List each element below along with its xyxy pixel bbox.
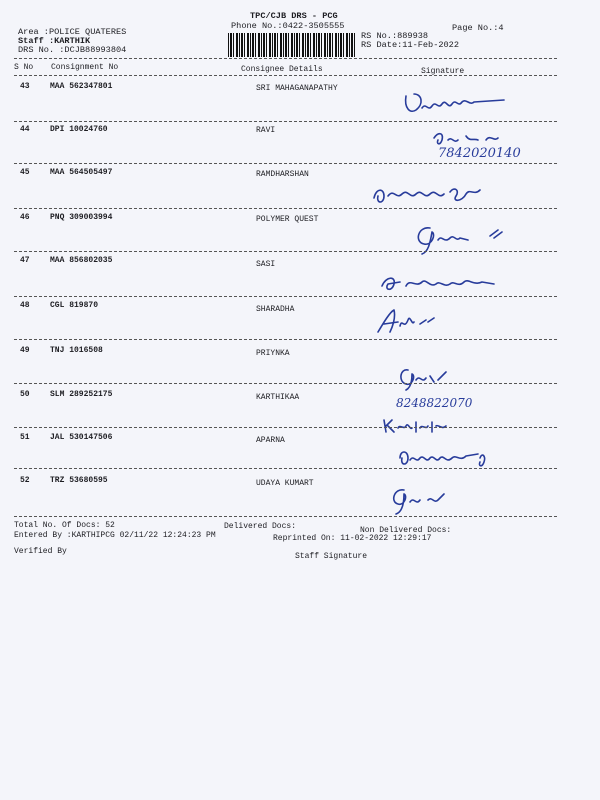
row-sno: 46	[20, 213, 30, 222]
row-consignment: MAA 564505497	[50, 168, 113, 177]
verified-by: Verified By	[14, 547, 67, 556]
divider	[14, 383, 557, 384]
divider	[14, 121, 557, 122]
reprinted-on: Reprinted On: 11-02-2022 12:29:17	[273, 534, 432, 543]
signature-note: 7842020140	[438, 146, 521, 161]
row-consignment: MAA 856802035	[50, 256, 113, 265]
signature-icon	[380, 414, 460, 436]
non-delivered-docs: Non Delivered Docs:	[360, 526, 452, 535]
col-sno: S No	[14, 63, 34, 72]
row-consignment: SLM 289252175	[50, 390, 113, 399]
row-consignment: JAL 530147506	[50, 433, 113, 442]
row-consignee: UDAYA KUMART	[256, 479, 314, 488]
row-consignee: SRI MAHAGANAPATHY	[256, 84, 338, 93]
row-sno: 48	[20, 301, 30, 310]
row-consignment: DPI 10024760	[50, 125, 108, 134]
delivered-docs: Delivered Docs:	[224, 522, 297, 531]
drs-number: DRS No. :DCJB88993804	[18, 45, 127, 55]
divider	[14, 75, 557, 76]
area-label: Area :POLICE QUATERES	[18, 27, 127, 37]
divider	[14, 251, 557, 252]
row-sno: 45	[20, 168, 30, 177]
signature-note: 8248822070	[396, 396, 473, 410]
entered-by: Entered By :KARTHIPCG 02/11/22 12:24:23 PM	[14, 531, 216, 540]
phone-number: Phone No.:0422-3505555	[231, 21, 345, 31]
signature-icon	[394, 364, 474, 394]
divider	[14, 339, 557, 340]
rs-number: RS No.:889938	[361, 31, 429, 41]
row-consignee: SHARADHA	[256, 305, 295, 314]
divider	[14, 58, 557, 59]
signature-icon	[378, 270, 508, 296]
rs-date: RS Date:11-Feb-2022	[361, 40, 459, 50]
row-consignment: MAA 562347801	[50, 82, 113, 91]
row-sno: 52	[20, 476, 30, 485]
signature-icon	[386, 484, 476, 518]
staff-signature: Staff Signature	[295, 552, 368, 561]
row-sno: 44	[20, 125, 30, 134]
row-consignee: SASI	[256, 260, 276, 269]
row-consignment: TRZ 53680595	[50, 476, 108, 485]
row-consignee: RAMDHARSHAN	[256, 170, 309, 179]
col-signature: Signature	[421, 67, 465, 76]
divider	[14, 208, 557, 209]
col-consignment: Consignment No	[51, 63, 119, 72]
row-sno: 50	[20, 390, 30, 399]
row-sno: 47	[20, 256, 30, 265]
staff-label: Staff :KARTHIK	[18, 36, 91, 46]
row-sno: 43	[20, 82, 30, 91]
barcode-icon	[228, 33, 356, 57]
signature-icon	[374, 304, 454, 338]
row-consignment: CGL 819870	[50, 301, 99, 310]
divider	[14, 163, 557, 164]
row-sno: 49	[20, 346, 30, 355]
divider	[14, 468, 557, 469]
col-consignee: Consignee Details	[241, 65, 323, 74]
row-consignment: TNJ 1016508	[50, 346, 103, 355]
divider	[14, 296, 557, 297]
divider	[14, 516, 557, 517]
row-sno: 51	[20, 433, 30, 442]
divider	[14, 427, 557, 428]
page-number: Page No.:4	[452, 23, 504, 33]
signature-icon	[410, 222, 520, 258]
row-consignee: POLYMER QUEST	[256, 215, 319, 224]
row-consignee: KARTHIKAA	[256, 393, 300, 402]
drs-title: TPC/CJB DRS - PCG	[250, 11, 338, 21]
signature-icon	[400, 88, 510, 120]
row-consignee: RAVI	[256, 126, 276, 135]
row-consignee: PRIYNKA	[256, 349, 290, 358]
total-docs: Total No. Of Docs: 52	[14, 521, 115, 530]
row-consignee: APARNA	[256, 436, 285, 445]
signature-icon	[370, 180, 500, 210]
row-consignment: PNQ 309003994	[50, 213, 113, 222]
